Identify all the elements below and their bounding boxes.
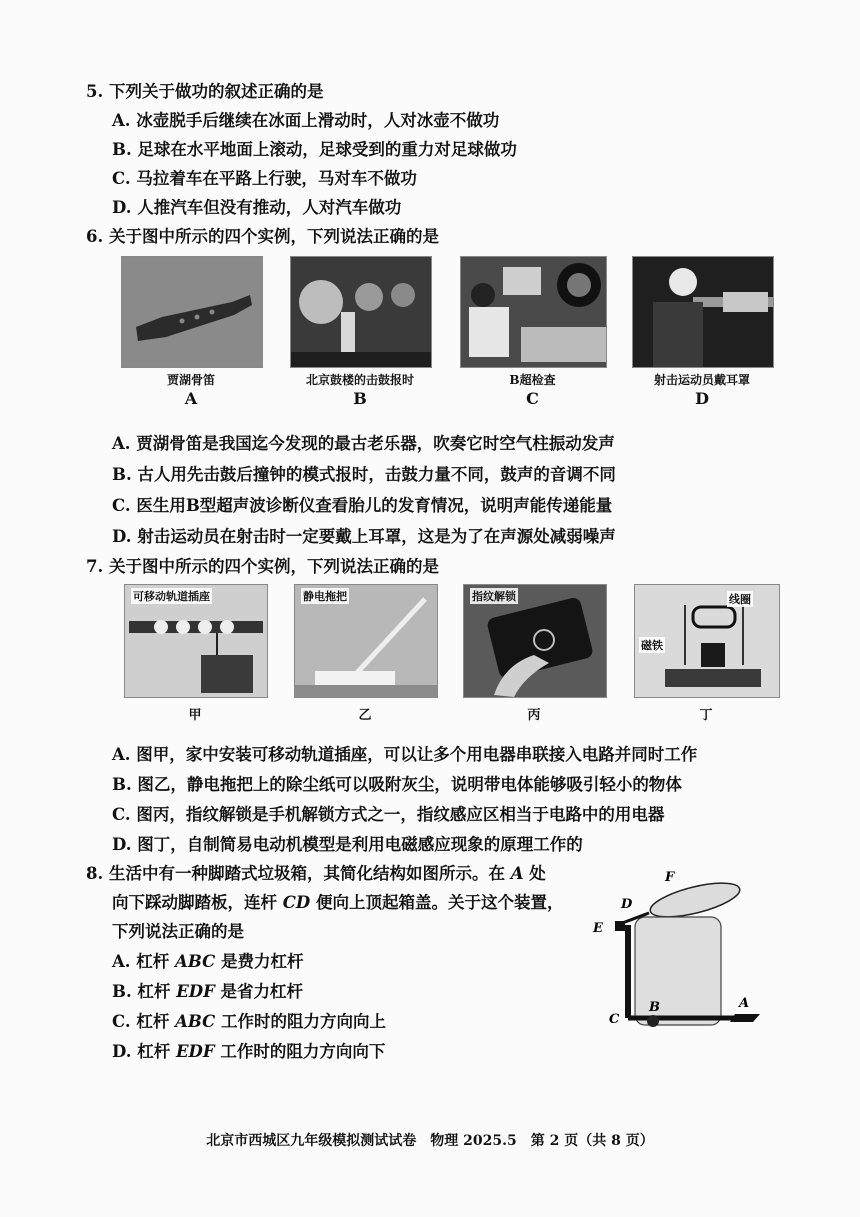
label-b: B: [649, 1000, 660, 1015]
q7-option-c: C. 图丙，指纹解锁是手机解锁方式之一，指纹感应区相当于电路中的用电器: [112, 805, 665, 824]
q8-option-d: [112, 1038, 385, 1062]
q6-option-d: D. 射击运动员在射击时一定要戴上耳罩，这是为了在声源处减弱噪声: [112, 527, 616, 546]
trash-bin-diagram: [585, 865, 765, 1040]
track-socket-photo: [124, 584, 268, 698]
q6-stem: 6. 关于图中所示的四个实例，下列说法正确的是: [86, 227, 439, 246]
label-c: C: [609, 1012, 620, 1027]
shooter-earmuff-photo: [632, 256, 774, 368]
q7-caption-jia: 甲: [188, 708, 202, 723]
q8-stem-line2: [112, 889, 563, 913]
q6-caption-b: 北京鼓楼的击鼓报时: [305, 373, 414, 387]
q8-stem-text-2a: 向下踩动脚踏板，连杆: [112, 893, 283, 912]
drum-tower-photo: [290, 256, 432, 368]
q5-option-a: A. 冰壶脱手后继续在冰面上滑动时，人对冰壶不做功: [112, 111, 500, 130]
q8-option-b-var: EDF: [176, 982, 215, 1001]
q7-image-label-yi: 静电拖把: [303, 590, 347, 603]
q6-option-c: C. 医生用B型超声波诊断仪查看胎儿的发育情况，说明声能传递能量: [112, 496, 613, 515]
page-footer: 北京市西城区九年级模拟测试试卷 物理 2025.5 第 2 页（共 8 页）: [206, 1133, 654, 1149]
q8-option-c: [112, 1008, 386, 1032]
q7-option-d: D. 图丁，自制简易电动机模型是利用电磁感应现象的原理工作的: [112, 835, 583, 854]
q6-letter-d: D: [695, 389, 709, 408]
q7-image-label-magnet: 磁铁: [641, 639, 663, 652]
q8-option-a-pre: A. 杠杆: [112, 952, 176, 971]
q8-stem-text-2b: 便向上顶起箱盖。关于这个装置，: [310, 893, 564, 912]
label-a: A: [739, 996, 750, 1011]
q8-stem-text-1b: 处: [523, 864, 546, 883]
q7-caption-bing: 丙: [527, 708, 541, 723]
q5-option-c: C. 马拉着车在平路上行驶，马对车不做功: [112, 169, 417, 188]
q5-stem: 5. 下列关于做功的叙述正确的是: [86, 82, 324, 101]
q8-option-a-var: ABC: [175, 952, 216, 971]
q8-option-c-post: 工作时的阻力方向向上: [215, 1012, 387, 1031]
q7-image-label-jia: 可移动轨道插座: [133, 590, 210, 603]
fulcrum-b: [647, 1015, 659, 1027]
q8-stem-var-a: A: [510, 864, 524, 883]
static-mop-photo: [294, 584, 438, 698]
q5-option-d: D. 人推汽车但没有推动，人对汽车做功: [112, 198, 402, 217]
q7-caption-yi: 乙: [358, 708, 372, 723]
q8-option-b: [112, 978, 303, 1002]
q6-caption-a: 贾湖骨笛: [166, 373, 215, 387]
q6-option-b: B. 古人用先击鼓后撞钟的模式报时，击鼓力量不同，鼓声的音调不同: [112, 465, 616, 484]
q8-option-d-post: 工作时的阻力方向向下: [214, 1042, 386, 1061]
label-d: D: [621, 897, 633, 912]
label-e: E: [593, 921, 603, 936]
q8-stem-text-1a: 8. 生活中有一种脚踏式垃圾箱，其简化结构如图所示。在: [86, 864, 511, 883]
q8-option-b-pre: B. 杠杆: [112, 982, 177, 1001]
q7-option-a: A. 图甲，家中安装可移动轨道插座，可以让多个用电器串联接入电路并同时工作: [112, 745, 698, 764]
fingerprint-unlock-photo: [463, 584, 607, 698]
q7-caption-ding: 丁: [699, 708, 713, 723]
label-f: F: [665, 870, 675, 885]
pedal-a: [730, 1014, 760, 1022]
hinge-e: [615, 921, 625, 931]
q6-caption-d: 射击运动员戴耳罩: [653, 373, 750, 387]
q8-option-c-var: ABC: [175, 1012, 216, 1031]
q8-stem-var-cd: CD: [282, 893, 311, 912]
q7-image-label-coil: 线圈: [729, 593, 751, 606]
q5-option-b: B. 足球在水平地面上滚动，足球受到的重力对足球做功: [112, 140, 517, 159]
q8-option-d-var: EDF: [175, 1042, 215, 1061]
bin-body: [635, 917, 721, 1025]
q7-image-label-bing: 指纹解锁: [472, 590, 516, 603]
q8-option-a: [112, 948, 303, 972]
q8-option-d-pre: D. 杠杆: [112, 1042, 176, 1061]
q8-option-c-pre: C. 杠杆: [112, 1012, 176, 1031]
q7-option-b: B. 图乙，静电拖把上的除尘纸可以吸附灰尘，说明带电体能够吸引轻小的物体: [112, 775, 682, 794]
q8-option-a-post: 是费力杠杆: [215, 952, 304, 971]
q6-letter-b: B: [353, 389, 367, 408]
q8-option-b-post: 是省力杠杆: [214, 982, 304, 1001]
q6-letter-a: A: [184, 389, 198, 408]
q7-stem: 7. 关于图中所示的四个实例，下列说法正确的是: [86, 557, 439, 576]
b-ultrasound-photo: [460, 256, 607, 368]
q6-letter-c: C: [526, 389, 539, 408]
q6-option-a: A. 贾湖骨笛是我国迄今发现的最古老乐器，吹奏它时空气柱振动发声: [112, 434, 615, 453]
q8-stem-line1: [86, 860, 546, 884]
motor-model-photo: [634, 584, 780, 698]
bone-flute-photo: [121, 256, 263, 368]
q8-stem-line3: 下列说法正确的是: [112, 922, 244, 941]
q6-caption-c: B超检查: [509, 373, 556, 387]
